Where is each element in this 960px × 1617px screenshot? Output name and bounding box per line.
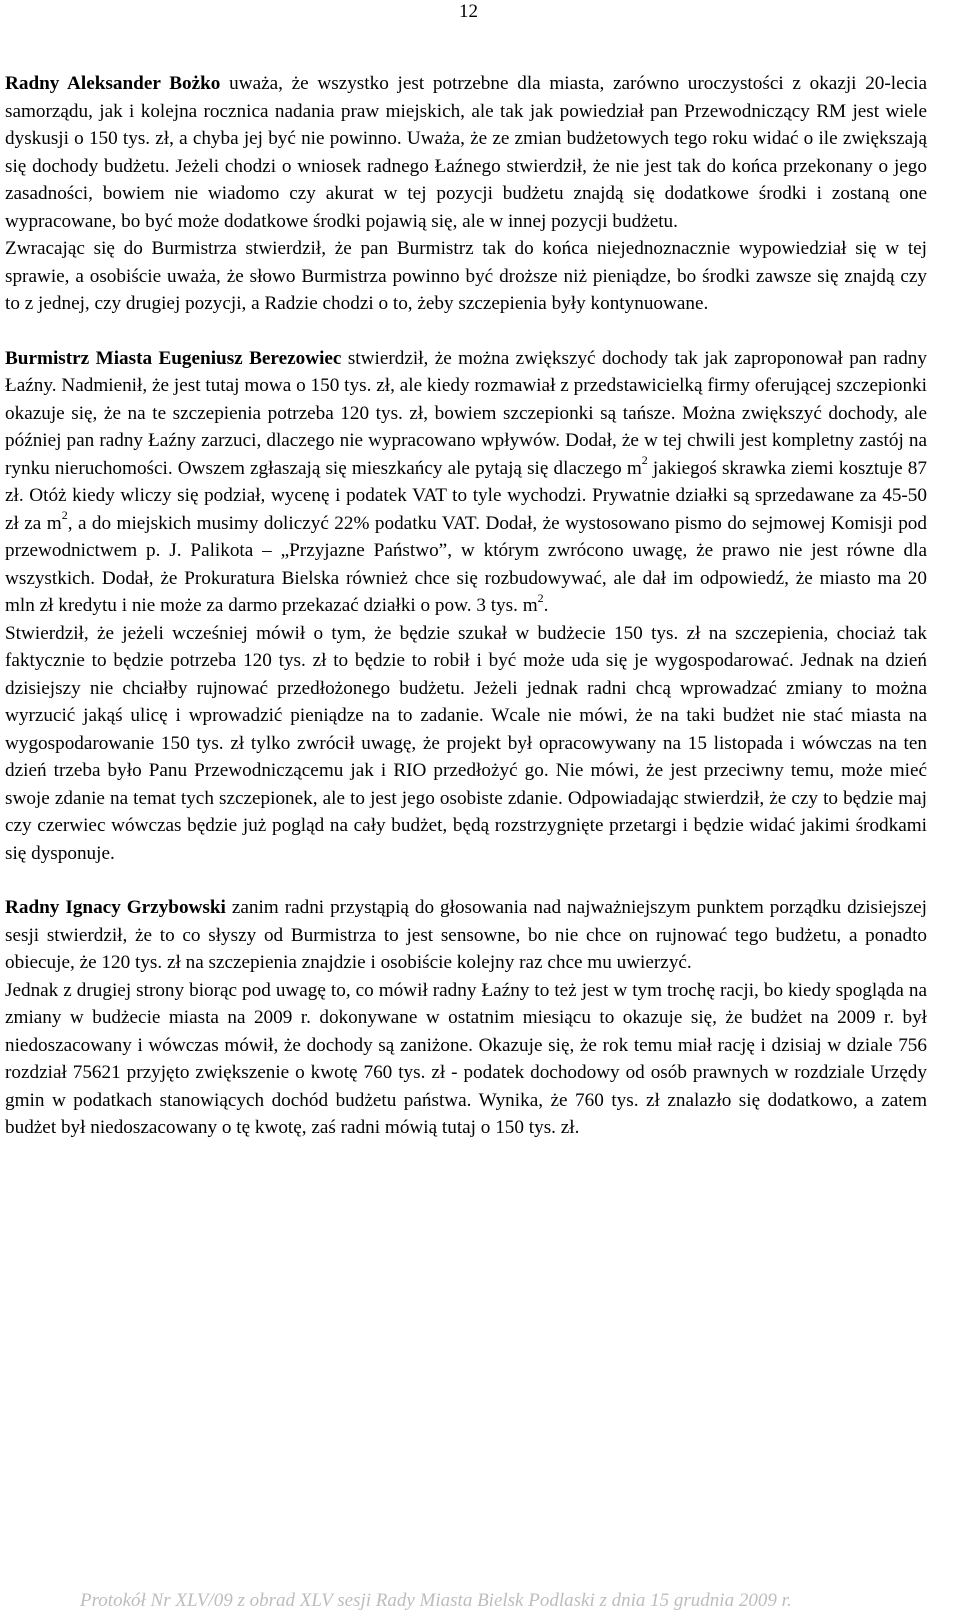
speaker-name: Burmistrz Miasta Eugeniusz Berezowiec [5, 347, 342, 369]
paragraph-bozko-continued [5, 235, 927, 318]
paragraph-berezowiec-continued [5, 620, 927, 868]
paragraph-text: Zwracając się do Burmistrza stwierdził, że pan Burmistrz tak do końca niejednoznacznie wypowiedział się w tej sprawie, a osobiście uważa, że słowo Burmistrza powinno być droższe niż pieniądze, bo środki zawsze się znajdą czy to z jednej, czy drugiej pozycji, a Radzie chodzi o to, żeby szczepienia były kontynuowane. [5, 238, 927, 314]
superscript: 2 [641, 453, 648, 468]
paragraph-text: stwierdził, że można zwiększyć dochody tak jak zaproponował pan radny Łaźny. Nadmienił, że jest tutaj mowa o 150 tys. zł, ale kiedy rozmawiał z przedstawicielką firmy oferującej szczepionki okazuje się, że na te szczepienia potrzeba 120 tys. zł, bowiem szczepionki są tańsze. Można zwiększyć dochody, ale później pan radny Łaźny zarzuci, dlaczego nie wypracowano wpływów. Dodał, że w tej chwili jest kompletny zastój na rynku nieruchomości. Owszem zgłaszają się mieszkańcy ale pytają się dlaczego m [5, 347, 927, 479]
page-footer: Protokół Nr XLV/09 z obrad XLV sesji Rady Miasta Bielsk Podlaski z dnia 15 grudnia 2009 r. [80, 1590, 792, 1611]
superscript: 2 [537, 590, 544, 605]
paragraph-text: . [543, 595, 549, 616]
speaker-name: Radny Ignacy Grzybowski [5, 897, 226, 918]
paragraph-berezowiec [5, 345, 927, 620]
speaker-name: Radny Aleksander Bożko [5, 73, 221, 94]
paragraph-grzybowski-continued [5, 977, 927, 1142]
document-body [5, 70, 927, 1142]
paragraph-text: , a do miejskich musimy doliczyć 22% podatku VAT. Dodał, że wystosowano pismo do sejmowej Komisji pod przewodnictwem p. J. Palikota – „Przyjazne Państwo”, w którym zwrócono uwagę, że prawo nie jest równe dla wszystkich. Dodał, że Prokuratura Bielska również chce się rozbudowywać, ale dał im odpowiedź, że miasto ma 20 mln zł kredytu i nie może za darmo przekazać działki o pow. 3 tys. m [5, 512, 927, 616]
paragraph-grzybowski [5, 894, 927, 977]
paragraph-bozko [5, 70, 927, 235]
paragraph-text: Jednak z drugiej strony biorąc pod uwagę to, co mówił radny Łaźny to też jest w tym trochę racji, bo kiedy spogląda na zmiany w budżecie miasta na 2009 r. dokonywane w ostatnim miesiącu to okazuje się, że budżet na 2009 r. był niedoszacowany i wówczas mówił, że dochody są zaniżone. Okazuje się, że rok temu miał rację i dzisiaj w dziale 756 rozdział 75621 przyjęto zwiększenie o kwotę 760 tys. zł - podatek dochodowy od osób prawnych w rozdziale Urzędy gmin w podatkach stanowiących dochód budżetu państwa. Wynika, że 760 tys. zł znalazło się dodatkowo, a zatem budżet był niedoszacowany o tę kwotę, zaś radni mówią tutaj o 150 tys. zł. [5, 979, 927, 1138]
paragraph-text: jakiegoś skrawka ziemi kosztuje 87 zł. Otóż kiedy wliczy się podział, wycenę i podatek VAT to tyle wychodzi. Prywatnie działki są sprzedawane za 45-50 zł za m [5, 457, 927, 534]
paragraph-text: uważa, że wszystko jest potrzebne dla miasta, zarówno uroczystości z okazji 20-lecia samorządu, jak i kolejna rocznica nadania praw miejskich, ale tak jak powiedział pan Przewodniczący RM jest wiele dyskusji o 150 tys. zł, a chyba jej być nie powinno. Uważa, że ze zmian budżetowych tego roku widać o ile zwiększają się dochody budżetu. Jeżeli chodzi o wniosek radnego Łaźnego stwierdził, że nie jest tak do końca przekonany o jego zasadności, bowiem nie wiadomo czy akurat w tej pozycji budżetu znajdą się dodatkowe środki i zostaną one wypracowane, bo być może dodatkowe środki pojawią się, ale w innej pozycji budżetu. [5, 73, 927, 232]
superscript: 2 [61, 508, 68, 523]
page-number: 12 [459, 1, 478, 22]
paragraph-text: Stwierdził, że jeżeli wcześniej mówił o tym, że będzie szukał w budżecie 150 tys. zł na szczepienia, chociaż tak faktycznie to będzie potrzeba 120 tys. zł to będzie to robił i być może uda się je wygospodarować. Jednak na dzień dzisiejszy nie chciałby rujnować przedłożonego budżetu. Jeżeli jednak radni chcą wprowadzać zmiany to można wyrzucić jakąś ulicę i wprowadzić pieniądze na to zadanie. Wcale nie mówi, że na taki budżet nie stać miasta na wygospodarowanie 150 tys. zł tylko zwrócił uwagę, że projekt był opracowywany na 15 listopada i wówczas na ten dzień trzeba było Panu Przewodniczącemu jak i RIO przedłożyć go. Nie mówi, że jest przeciwny temu, może mieć swoje zdanie na temat tych szczepionek, ale to jest jego osobiste zdanie. Odpowiadając stwierdził, że czy to będzie maj czy czerwiec wówczas będzie już pogląd na cały budżet, będą rozstrzygnięte przetargi i będzie widać jakimi środkami się dysponuje. [5, 622, 927, 864]
paragraph-text: zanim radni przystąpią do głosowania nad najważniejszym punktem porządku dzisiejszej sesji stwierdził, że to co słyszy od Burmistrza to jest sensowne, bo nie chce on rujnować tego budżetu, a ponadto obiecuje, że 120 tys. zł na szczepienia znajdzie i osobiście kolejny raz chce mu uwierzyć. [5, 897, 927, 973]
